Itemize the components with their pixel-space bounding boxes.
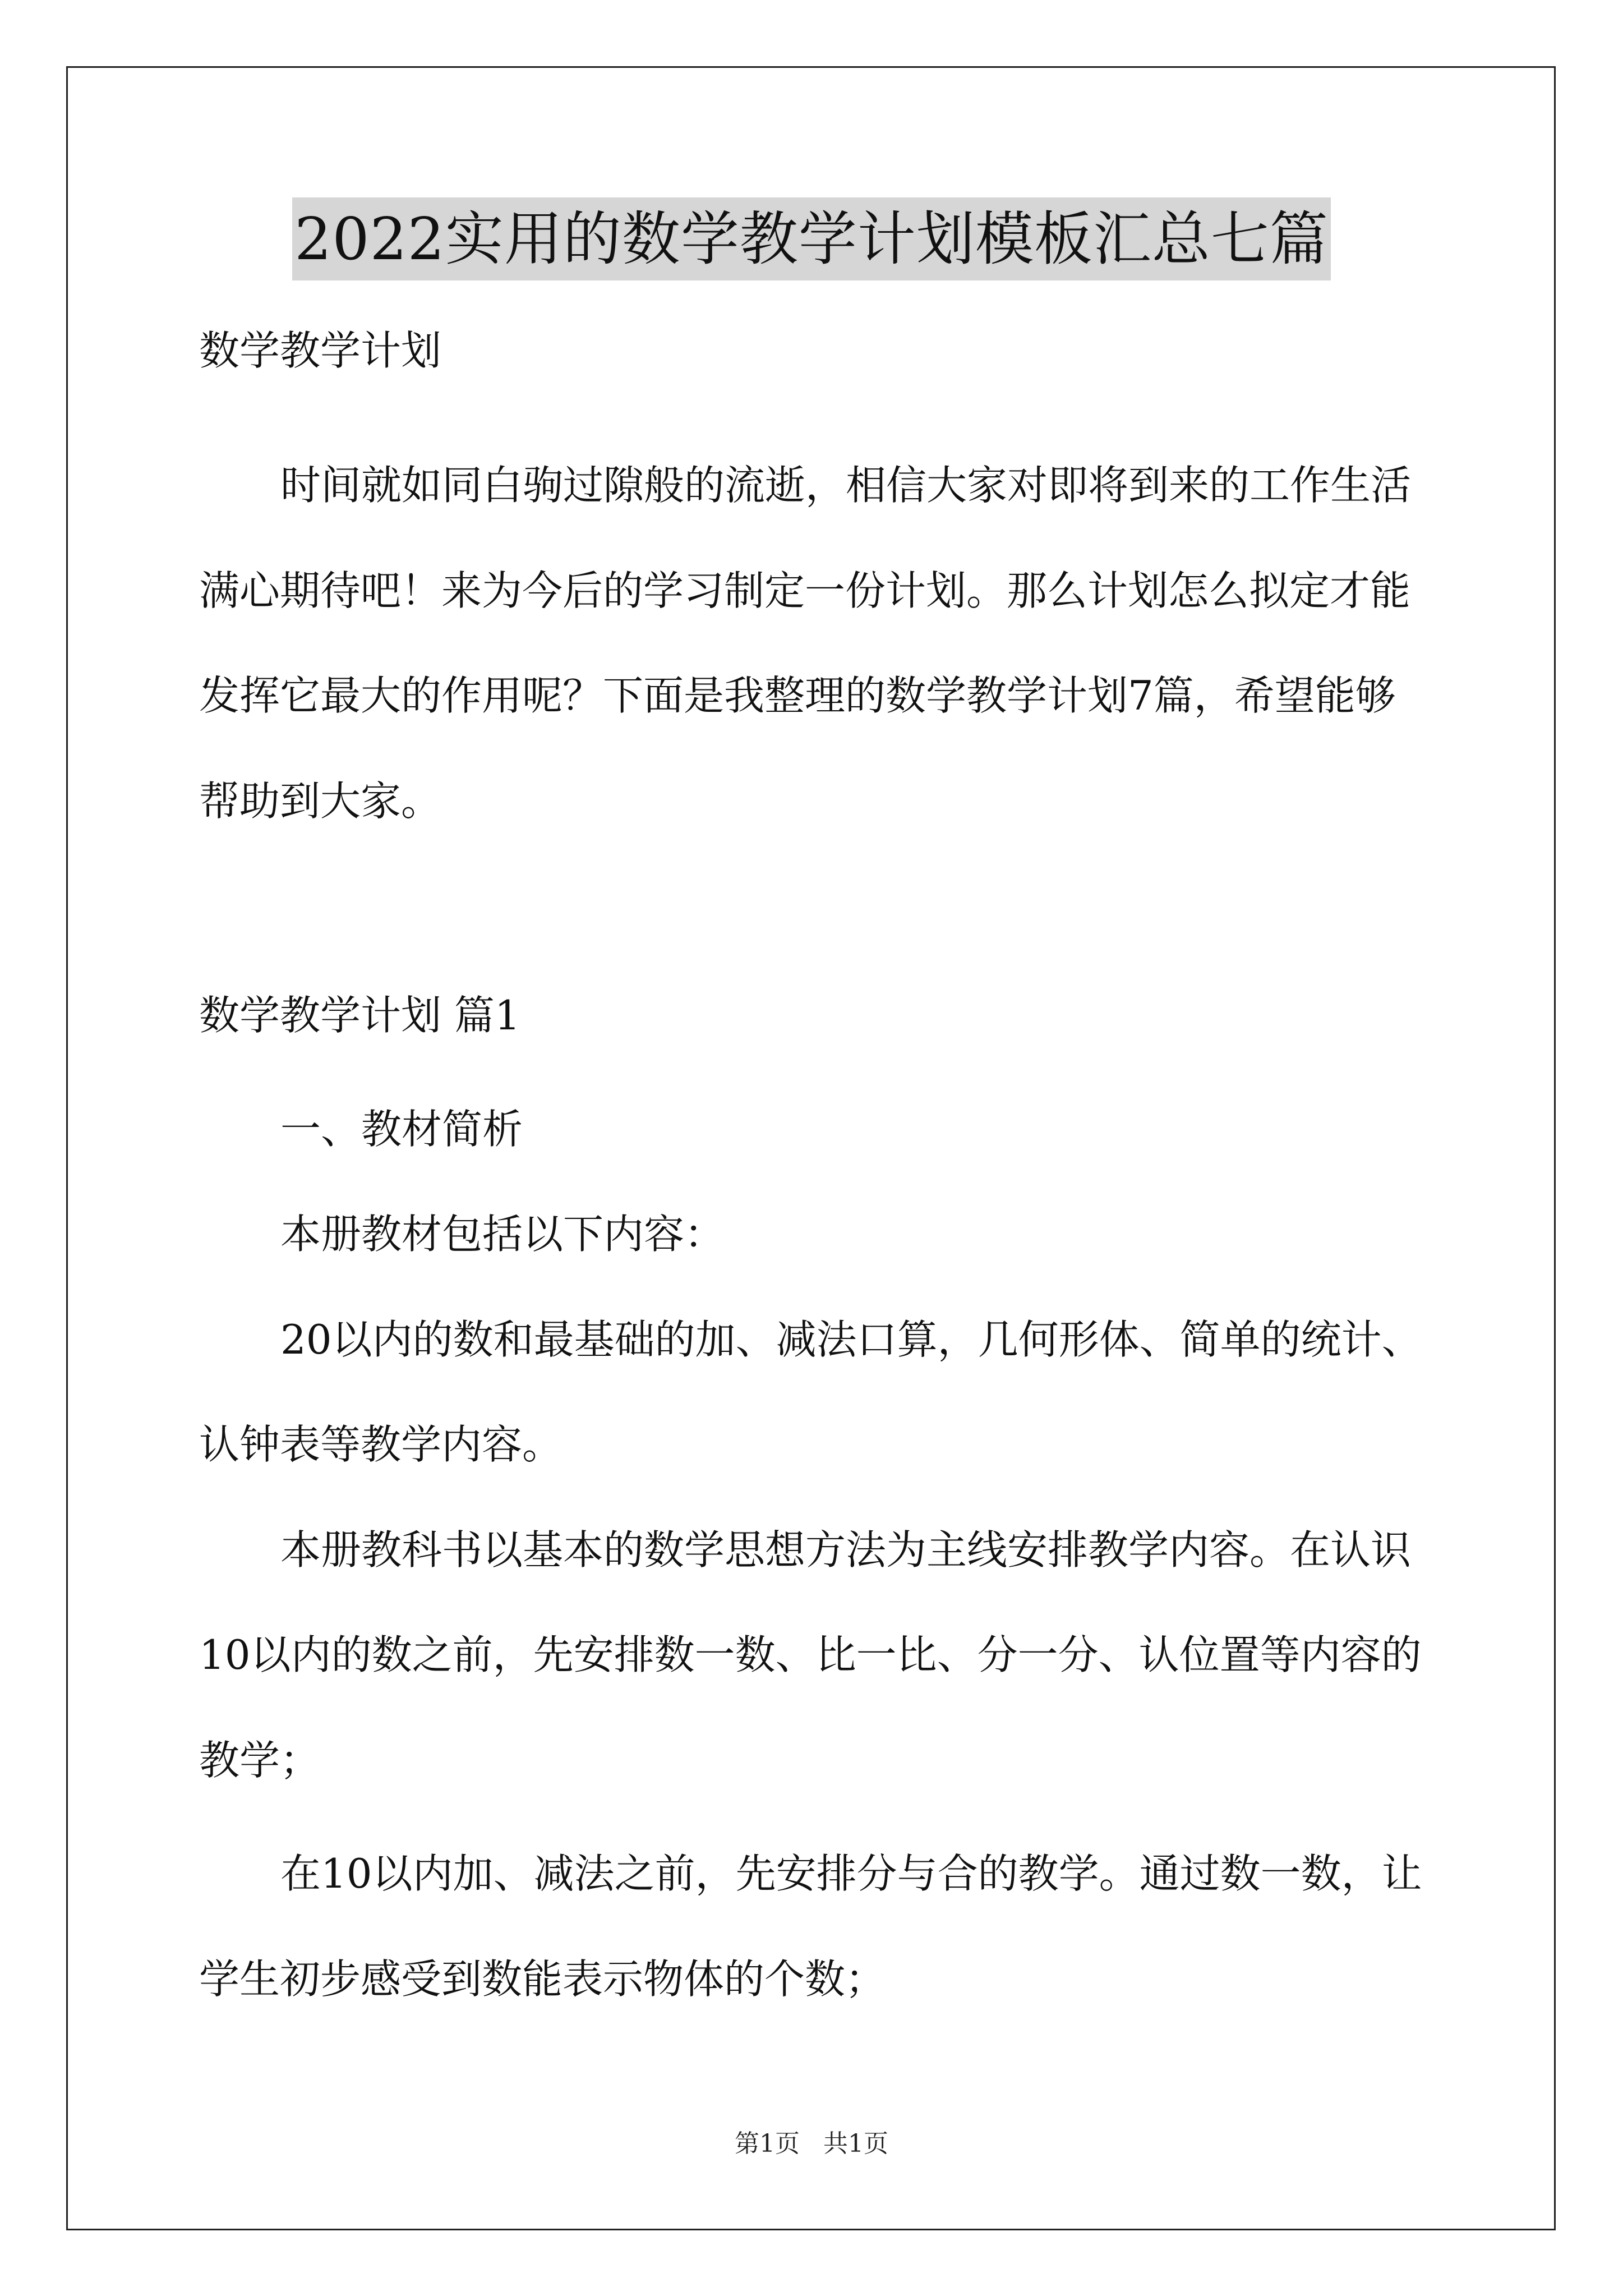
section-heading-part-1: 数学教学计划 篇1 [199,992,520,1039]
paragraph-line: 本册教科书以基本的数学思想方法为主线安排教学内容。在认识 [280,1526,1412,1573]
title-container [0,197,1623,280]
paragraph-line: 时间就如同白驹过隙般的流逝，相信大家对即将到来的工作生活 [280,462,1412,509]
paragraph-line: 发挥它最大的作用呢？下面是我整理的数学教学计划7篇，希望能够 [199,672,1396,719]
paragraph-line: 20以内的数和最基础的加、减法口算，几何形体、简单的统计、 [280,1316,1422,1363]
paragraph-line: 帮助到大家。 [199,777,442,825]
paragraph-line: 学生初步感受到数能表示物体的个数； [199,1955,886,2003]
paragraph-line: 满心期待吧！来为今后的学习制定一份计划。那么计划怎么拟定才能 [199,567,1411,614]
page-footer: 第1页 共1页 [735,2129,888,2158]
paragraph-line: 10以内的数之前，先安排数一数、比一比、分一分、认位置等内容的 [199,1631,1422,1678]
paragraph-line: 教学； [199,1737,321,1784]
paragraph-line: 认钟表等教学内容。 [199,1421,563,1468]
document-title: 2022实用的数学教学计划模板汇总七篇 [292,197,1331,280]
section-heading-intro: 数学教学计划 [199,327,442,374]
paragraph-line: 在10以内加、减法之前，先安排分与合的教学。通过数一数，让 [280,1850,1422,1897]
subheading-textbook-analysis: 一、教材简析 [280,1106,523,1153]
paragraph-line: 本册教材包括以下内容： [280,1211,725,1258]
